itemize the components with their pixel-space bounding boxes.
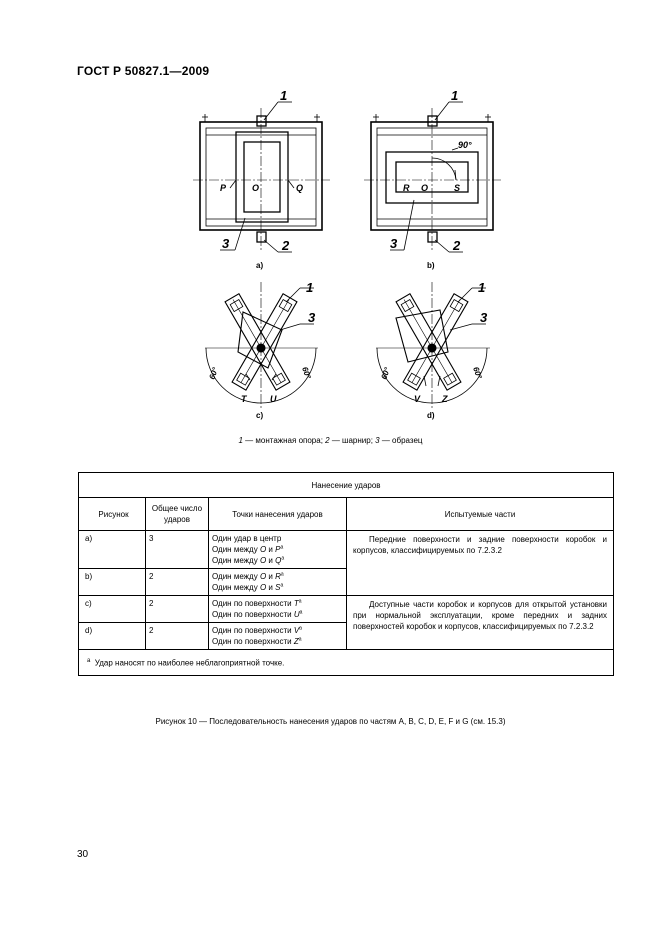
row-a-point-2: Один между O и $P^a$ [212,544,284,554]
point-R: R [403,183,410,193]
legend-text-2: — шарнир; [329,436,376,445]
parts-ab: Передние поверхности и задние поверхности коробок и корпусов, классифицируемых по 7.2.3.2 [347,531,614,596]
header-total: Общее число ударов [146,498,209,531]
panel-c-label: c) [256,411,264,420]
angle-60-d-left: 60° [379,366,393,381]
panel-b-label-1: 1 [451,88,459,103]
panel-c-label-3: 3 [308,310,316,325]
point-Q: Q [296,183,304,193]
panel-d-drawing [376,282,490,408]
header-parts: Испытуемые части [347,498,614,531]
row-a-figure: a) [79,531,146,569]
point-P: P [220,183,227,193]
row-a-points [209,531,347,569]
panel-c-label-1: 1 [306,280,314,295]
panel-a-label: a) [256,261,264,270]
header-points: Точки нанесения ударов [209,498,347,531]
point-Z: Z [442,394,448,404]
row-b-figure: b) [79,569,146,596]
row-c-point-2: Один по поверхности $U^a$ [212,609,303,619]
table-title: Нанесение ударов [79,473,614,498]
point-T: T [241,394,247,404]
row-a-point-1: Один удар в центр [212,534,282,543]
panel-a-label-1: 1 [280,88,288,103]
point-V: V [414,394,421,404]
legend-text-3: — образец [379,436,423,445]
row-d-point-2: Один по поверхности $Z^a$ [212,636,302,646]
page-number: 30 [77,849,89,860]
figure-caption: Рисунок 10 — Последовательность нанесения ударов по частям A, B, C, D, E, F и G (см. 15.3) [155,717,506,726]
table-footnote [79,650,614,676]
impact-figure [0,0,661,440]
panel-b-drawing [364,102,501,252]
panel-b-label-2: 2 [453,238,461,253]
angle-60-c-left: 60° [207,366,221,381]
panel-a-label-2: 2 [282,238,290,253]
row-c-points [209,596,347,623]
row-b-point-2: Один между O и $S^a$ [212,582,284,592]
footnote-text: Удар наносят по наиболее неблагоприятной точке. [94,658,285,668]
legend-text-1: — монтажная опора; [242,436,326,445]
parts-cd: Доступные части коробок и корпусов для открытой установки при нормальной эксплуатации, кроме передних и задних поверхностей коробок и корпусов, классифицируемых по 7.2.3.2 [347,596,614,650]
row-b-points [209,569,347,596]
row-c-total: 2 [146,596,209,623]
row-d-figure: d) [79,623,146,650]
panel-d-label-1: 1 [478,280,486,295]
panel-a-label-3: 3 [222,236,230,251]
footnote-mark: a [87,658,91,664]
panel-a-drawing [193,102,330,252]
row-a-point-3: Один между O и $Q^a$ [212,555,285,565]
panel-b-label: b) [427,261,435,270]
document-header: ГОСТ Р 50827.1—2009 [77,64,210,78]
impact-table [78,472,614,676]
angle-60-c-right: 60° [300,365,313,381]
row-d-points [209,623,347,650]
point-S: S [454,183,461,193]
point-U: U [270,394,277,404]
angle-60-d-right: 60° [471,365,484,381]
panel-c-drawing [205,282,318,408]
row-d-total: 2 [146,623,209,650]
row-b-total: 2 [146,569,209,596]
row-c-figure: c) [79,596,146,623]
legend-num-1: 1 [238,436,243,445]
table-row [79,531,614,569]
point-O-a: O [252,183,260,193]
legend-num-2: 2 [325,436,330,445]
panel-d-label: d) [427,411,435,420]
legend-num-3: 3 [375,436,380,445]
row-c-point-1: Один по поверхности $T^a$ [212,598,302,608]
angle-90: 90° [458,140,472,150]
row-b-point-1: Один между O и $R^a$ [212,571,284,581]
panel-d-label-3: 3 [480,310,488,325]
row-d-point-1: Один по поверхности $V^a$ [212,625,302,635]
figure-legend [0,436,661,445]
panel-b-label-3: 3 [390,236,398,251]
row-a-total: 3 [146,531,209,569]
point-O-b: O [421,183,429,193]
header-figure: Рисунок [79,498,146,531]
table-row [79,596,614,623]
